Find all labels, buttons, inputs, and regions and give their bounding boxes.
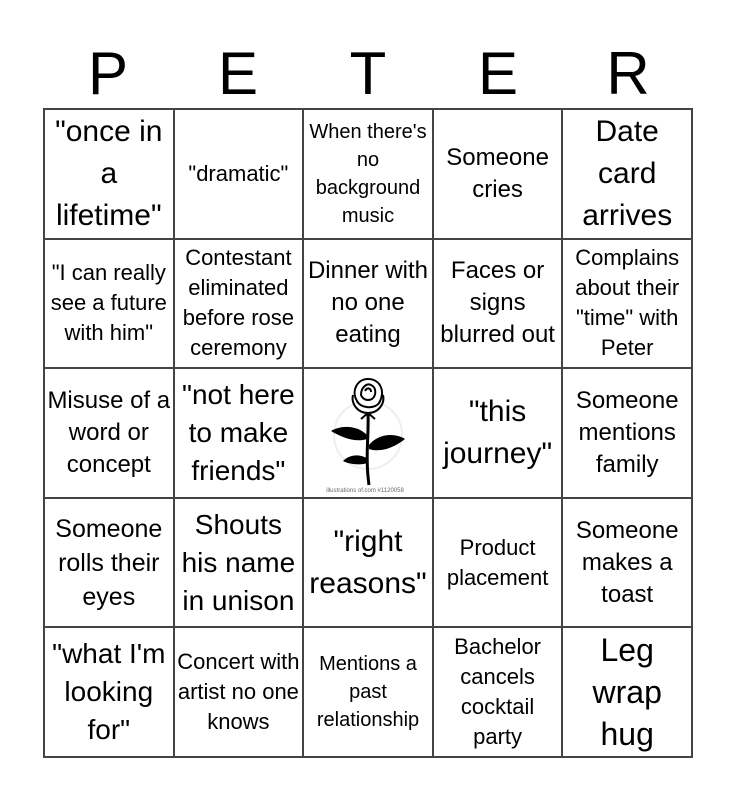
bingo-cell[interactable]: [174, 627, 304, 757]
bingo-header: [43, 40, 693, 108]
header-letter-r: R: [606, 40, 650, 107]
cell-text: Someone rolls their eyes: [55, 514, 163, 611]
cell-text: Mentions a past relationship: [316, 653, 420, 732]
bingo-cell[interactable]: [174, 368, 304, 498]
bingo-cell[interactable]: [174, 109, 304, 239]
header-letter-e: E: [217, 40, 259, 107]
bingo-cell[interactable]: [562, 498, 692, 628]
illustration-credit: illustrations of.com #1120058: [326, 487, 404, 494]
bingo-cell[interactable]: [303, 109, 433, 239]
rose-icon: [323, 373, 413, 493]
bingo-cell[interactable]: [433, 627, 563, 757]
cell-text: Contestant eliminated before rose ceremony: [182, 245, 295, 361]
bingo-board: [43, 108, 693, 758]
cell-text: Shouts his name in unison: [181, 508, 296, 616]
bingo-cell[interactable]: [562, 109, 692, 239]
cell-text: When there's no background music: [309, 120, 427, 227]
cell-text: "I can really see a future with him": [50, 260, 167, 346]
cell-text: "once in a lifetime": [55, 114, 163, 232]
bingo-cell[interactable]: [433, 368, 563, 498]
bingo-cell[interactable]: [44, 239, 174, 369]
cell-text: "not here to make friends": [182, 378, 295, 486]
cell-text: Misuse of a word or concept: [47, 386, 171, 478]
cell-text: Bachelor cancels cocktail party: [454, 634, 542, 750]
cell-text: "right reasons": [309, 524, 427, 600]
bingo-cell[interactable]: [303, 627, 433, 757]
header-letter-t: T: [349, 40, 387, 107]
bingo-cell[interactable]: [174, 498, 304, 628]
cell-text: Faces or signs blurred out: [440, 257, 555, 349]
cell-text: Complains about their "time" with Peter: [575, 245, 680, 361]
cell-text: Product placement: [446, 534, 549, 590]
header-letter-e-2: E: [477, 40, 519, 107]
cell-text: Someone cries: [446, 143, 549, 203]
cell-text: Concert with artist no one knows: [177, 649, 300, 735]
bingo-cell[interactable]: [44, 109, 174, 239]
bingo-cell[interactable]: [44, 627, 174, 757]
free-space[interactable]: [303, 368, 433, 498]
cell-text: Leg wrap hug: [592, 632, 662, 753]
bingo-cell[interactable]: [562, 239, 692, 369]
cell-text: "what I'm looking for": [52, 638, 166, 746]
cell-text: Date card arrives: [582, 114, 673, 232]
bingo-cell[interactable]: [303, 239, 433, 369]
header-letter-p: P: [87, 40, 129, 107]
bingo-cell[interactable]: [303, 498, 433, 628]
cell-text: Someone makes a toast: [575, 516, 679, 608]
bingo-cell[interactable]: [433, 498, 563, 628]
bingo-cell[interactable]: [562, 368, 692, 498]
cell-text: Someone mentions family: [575, 386, 679, 478]
cell-text: Dinner with no one eating: [307, 257, 429, 349]
cell-text: "this journey": [443, 394, 553, 470]
bingo-cell[interactable]: [433, 239, 563, 369]
bingo-cell[interactable]: [433, 109, 563, 239]
bingo-cell[interactable]: [44, 498, 174, 628]
bingo-cell[interactable]: [174, 239, 304, 369]
cell-text: "dramatic": [188, 160, 289, 186]
bingo-cell[interactable]: [44, 368, 174, 498]
bingo-cell[interactable]: [562, 627, 692, 757]
